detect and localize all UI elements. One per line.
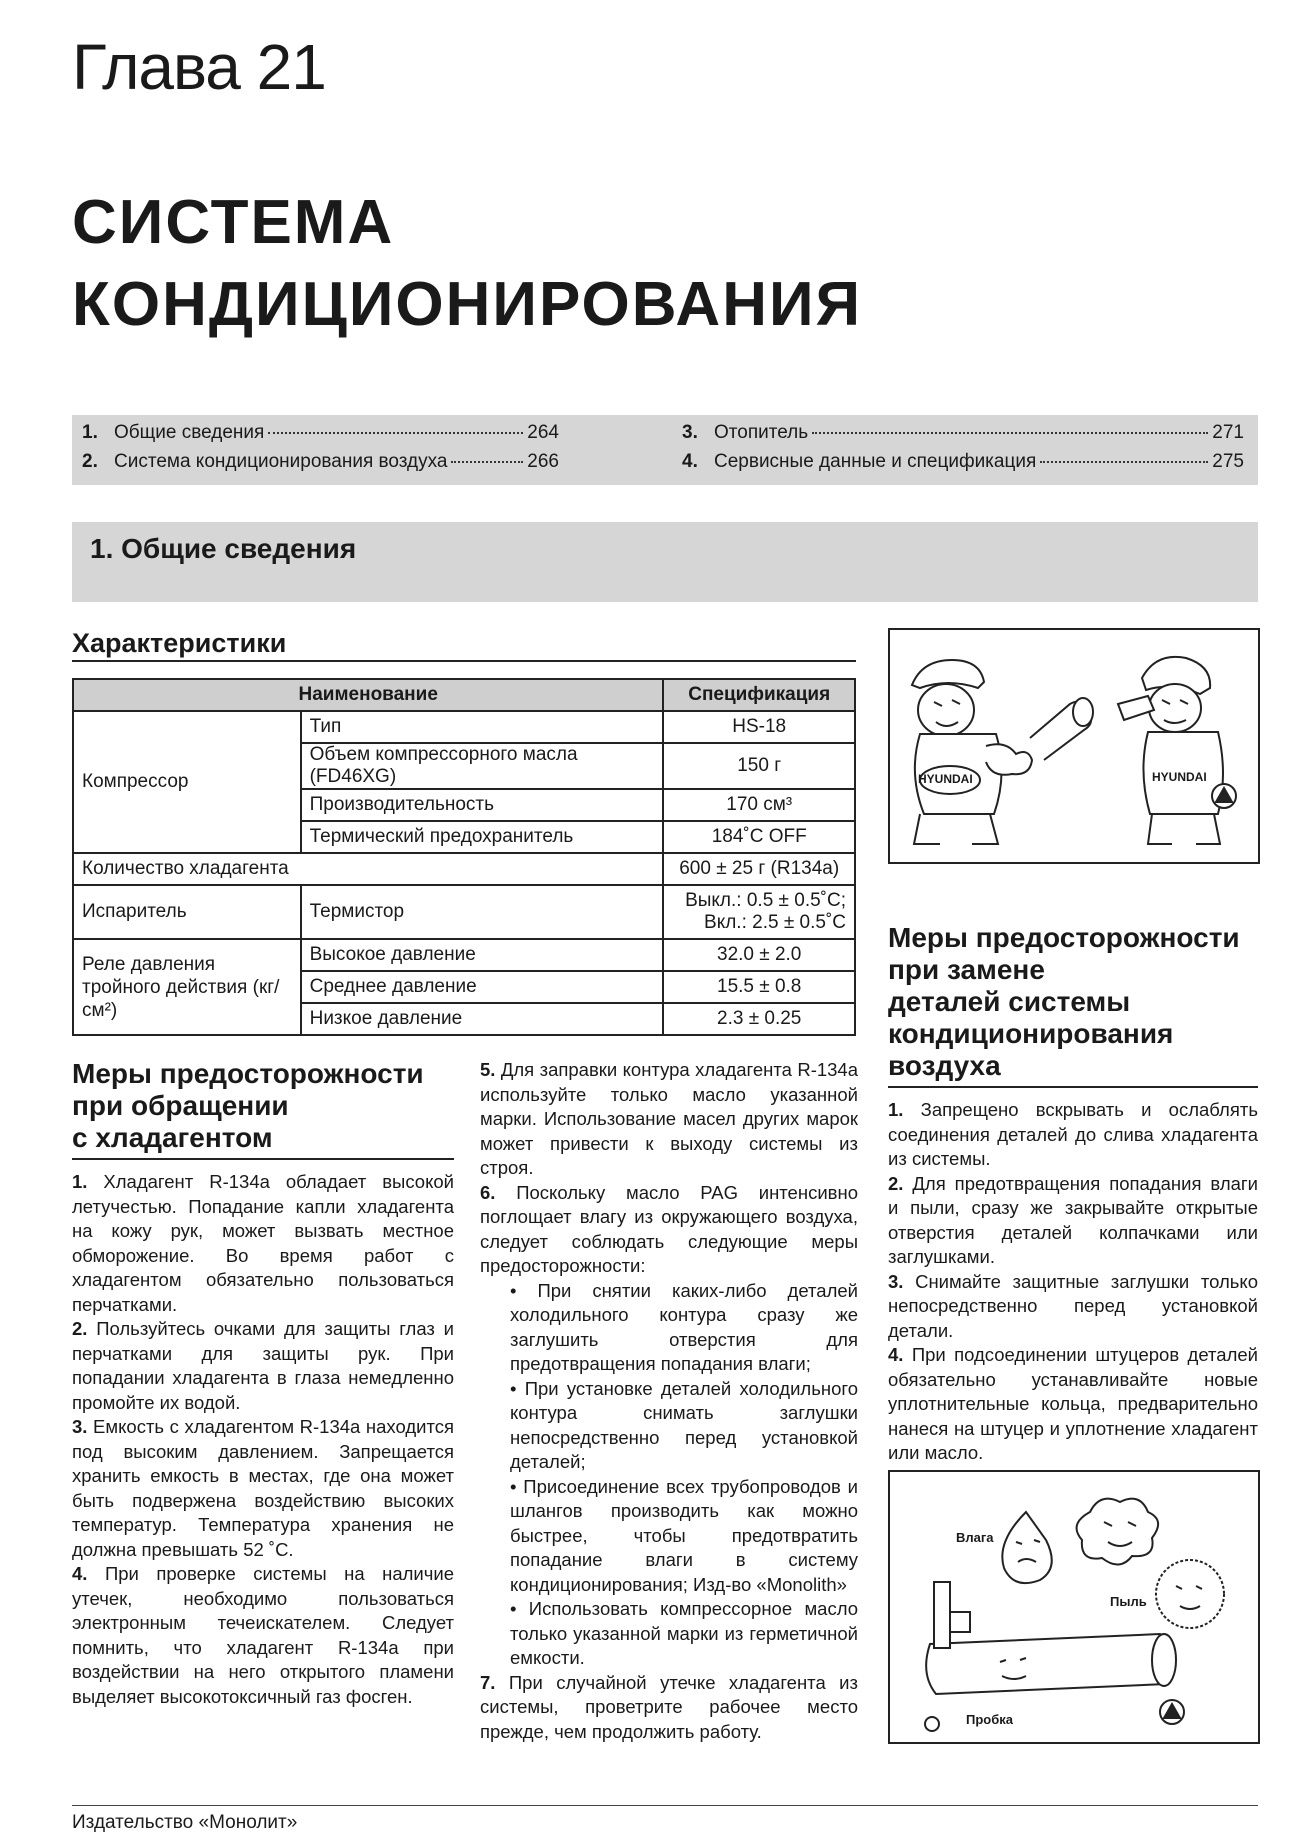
cell-name: Низкое давление (301, 1003, 664, 1035)
figure-moisture-dust (888, 1470, 1260, 1744)
cell-name: Производительность (301, 789, 664, 821)
row-group-evaporator: Испаритель (73, 885, 301, 939)
mechanics-illustration (890, 630, 1258, 862)
list-item (888, 1098, 1258, 1172)
header-name: Наименование (73, 679, 663, 711)
column-3-text (888, 1098, 1258, 1466)
row-group-compressor: Компрессор (73, 711, 301, 853)
cell-name: Термический предохранитель (301, 821, 664, 853)
item-text: Для предотвращения попадания влаги и пыли, сразу же закрывайте открытые отверстия деталей колпачками или заглушками. (888, 1172, 1259, 1267)
footer-rule (72, 1805, 1258, 1806)
bullet-item: • Присоединение всех трубопроводов и шлангов производить как можно быстрее, чтобы предотвратить попадание влаги в систему кондиционирования; Изд-во «Monolith» (510, 1475, 858, 1595)
cell-value: 170 см³ (663, 789, 855, 821)
item-number: 1. (72, 1171, 88, 1192)
table-row (73, 885, 855, 939)
heading-line: воздуха (888, 1050, 1001, 1081)
item-number: 7. (480, 1671, 496, 1693)
toc-number: 2. (82, 451, 98, 472)
subsection-rule (72, 660, 856, 662)
item-number: 2. (888, 1172, 904, 1194)
section-title: 1. Общие сведения (90, 533, 357, 564)
toc-page: 271 (1212, 422, 1244, 443)
cell-value: 15.5 ± 0.8 (663, 971, 855, 1003)
toc-leader (812, 432, 1208, 434)
column-2-text (480, 1058, 858, 1744)
toc-page: 266 (527, 451, 559, 472)
bullet-item: • При снятии каких-либо деталей холодильного контура сразу же заглушить отверстия для предотвращения попадания влаги; (510, 1279, 858, 1374)
table-row (73, 939, 855, 971)
handling-precautions-heading (72, 1058, 424, 1154)
list-item (72, 1415, 454, 1562)
toc-title: Общие сведения (114, 422, 265, 443)
toc-title: Отопитель (714, 422, 809, 443)
toc-entry[interactable] (682, 422, 1244, 444)
item-text: При случайной утечке хладагента из системы, проветрите рабочее место прежде, чем продолжить работу. (480, 1671, 858, 1742)
cell-value: HS-18 (663, 711, 855, 743)
item-number: 2. (72, 1318, 88, 1339)
toc-entry[interactable] (82, 422, 559, 444)
cell-value (663, 885, 855, 939)
row-group-relay: Реле давления тройного действия (кг/см²) (73, 939, 301, 1035)
heading-line: кондиционирования (888, 1018, 1174, 1049)
bullet-item: • Использовать компрессорное масло только указанной марки из герметичной емкости. (510, 1598, 858, 1668)
header-spec: Спецификация (663, 679, 855, 711)
item-text: При проверке системы на наличие утечек, необходимо пользоваться электронным течеискателем. Следует помнить, что хладагент R-134a при воздействии на него открытого пламени выделяет высокотоксичный газ фосген. (72, 1563, 455, 1707)
toc-leader (1040, 461, 1208, 463)
column-1-text (72, 1170, 454, 1709)
list-item (72, 1317, 454, 1415)
item-number: 4. (72, 1563, 88, 1584)
thermistor-off-value: Выкл.: 0.5 ± 0.5˚C; (685, 890, 846, 911)
list-item (888, 1270, 1258, 1344)
table-row (73, 853, 855, 885)
toc-page: 264 (527, 422, 559, 443)
footer-publisher: Издательство «Монолит» (72, 1812, 298, 1833)
chapter-title-line-2: КОНДИЦИОНИРОВАНИЯ (72, 270, 863, 339)
figure-mechanics (888, 628, 1260, 864)
item-text: Запрещено вскрывать и ослаблять соединения деталей до слива хладагента из системы. (888, 1099, 1258, 1169)
list-item (888, 1172, 1258, 1270)
list-item (480, 1181, 858, 1279)
cell-name: Высокое давление (301, 939, 664, 971)
heading-line: деталей системы (888, 986, 1131, 1017)
item-number: 3. (888, 1270, 904, 1292)
item-number: 4. (888, 1344, 904, 1365)
item-text: При подсоединении штуцеров деталей обязательно устанавливайте новые уплотнительные кольца, предварительно нанеся на штуцер и уплотнение хладагент или масло. (888, 1344, 1258, 1463)
toc-leader (451, 461, 523, 463)
toc-title: Сервисные данные и спецификация (714, 451, 1037, 472)
toc-entry[interactable] (682, 451, 1244, 473)
item-text: Хладагент R-134a обладает высокой летучестью. Попадание капли хладагента на кожу рук, может вызвать местное обморожение. Во время работ с хладагентом обязательно пользоваться перчатками. (72, 1171, 455, 1315)
cell-value: 600 ± 25 г (R134a) (663, 853, 855, 885)
cell-name: Термистор (301, 885, 664, 939)
heading-line: с хладагентом (72, 1122, 273, 1153)
table-row (73, 711, 855, 743)
item-number: 1. (888, 1099, 904, 1120)
list-item (480, 1058, 858, 1181)
toc-leader (268, 432, 523, 434)
toc-entry[interactable] (82, 451, 559, 473)
item-text: Снимайте защитные заглушки только непосредственно перед установкой детали. (888, 1270, 1258, 1341)
moisture-label: Влага (956, 1530, 994, 1545)
item-text: Пользуйтесь очками для защиты глаз и перчатками для защиты рук. При попадании хладагента в глаза немедленно промойте их водой. (72, 1318, 455, 1413)
item-text: Емкость с хладагентом R-134a находится под высоким давлением. Запрещается хранить емкость в местах, где она может быть подвержена воздействию высоких температур. Температура хранения не должна превышать 52 ˚C. (72, 1416, 455, 1560)
thermistor-on-value: Вкл.: 2.5 ± 0.5˚C (704, 912, 846, 933)
spec-table (72, 678, 856, 1036)
cell-value: 184˚C OFF (663, 821, 855, 853)
replacement-precautions-heading (888, 922, 1240, 1082)
list-item (480, 1671, 858, 1745)
toc-title: Система кондиционирования воздуха (114, 451, 448, 472)
chapter-title-line-1: СИСТЕМА (72, 188, 395, 257)
dust-label: Пыль (1110, 1594, 1147, 1609)
cell-name: Объем компрессорного масла (FD46XG) (301, 743, 664, 789)
heading-line: Меры предосторожности (888, 922, 1240, 953)
cell-name: Тип (301, 711, 664, 743)
hyundai-label-right: HYUNDAI (1152, 770, 1207, 784)
toc-page: 275 (1212, 451, 1244, 472)
toc-number: 4. (682, 451, 698, 472)
list-item (888, 1343, 1258, 1466)
heading-line: при замене (888, 954, 1045, 985)
bullet-item: • При установке деталей холодильного контура снимать заглушки непосредственно перед установкой деталей; (510, 1377, 858, 1472)
heading-rule (888, 1086, 1258, 1088)
subsection-title: Характеристики (72, 628, 287, 658)
cell-value: 32.0 ± 2.0 (663, 939, 855, 971)
chapter-title (72, 182, 862, 346)
item-text: Поскольку масло PAG интенсивно поглощает влагу из окружающего воздуха, следует соблюдать следующие меры предосторожности: (480, 1181, 858, 1276)
item-number: 5. (480, 1059, 496, 1080)
list-item (72, 1170, 454, 1317)
table-header-row (73, 679, 855, 711)
plug-label: Пробка (966, 1712, 1013, 1727)
chapter-label: Глава 21 (72, 31, 326, 103)
cell-value: 2.3 ± 0.25 (663, 1003, 855, 1035)
item-number: 3. (72, 1416, 88, 1437)
item-text: Для заправки контура хладагента R-134a используйте только масло указанной марки. Использование масел других марок может привести к выходу системы из строя. (480, 1059, 859, 1178)
hyundai-label-left: HYUNDAI (918, 772, 973, 786)
toc-number: 1. (82, 422, 98, 443)
heading-line: при обращении (72, 1090, 289, 1121)
cell-name: Среднее давление (301, 971, 664, 1003)
item-number: 6. (480, 1181, 496, 1203)
toc-number: 3. (682, 422, 698, 443)
moisture-dust-illustration (890, 1472, 1258, 1742)
heading-line: Меры предосторожности (72, 1058, 424, 1089)
cell-name: Количество хладагента (73, 853, 663, 885)
heading-rule (72, 1158, 454, 1160)
table-of-contents (72, 415, 1258, 485)
cell-value: 150 г (663, 743, 855, 789)
list-item (72, 1562, 454, 1709)
